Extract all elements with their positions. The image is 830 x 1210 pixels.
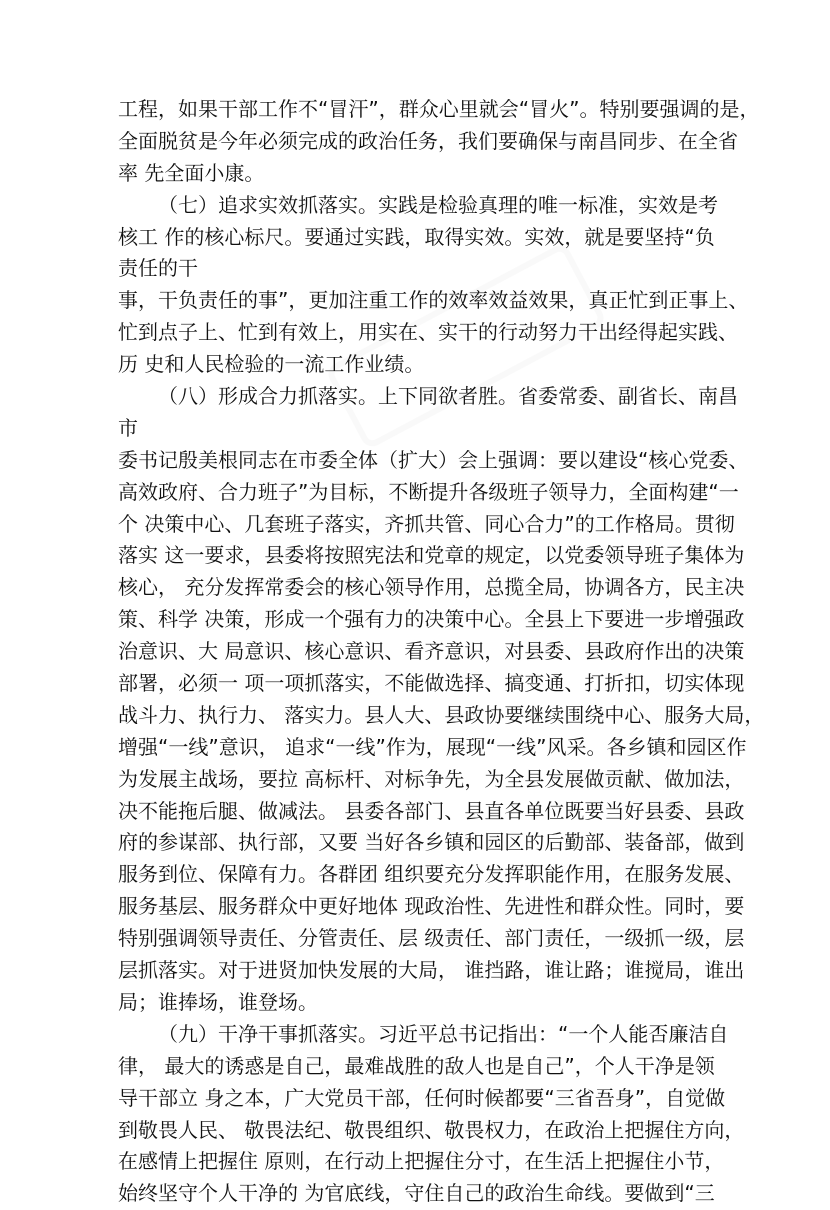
text-line: 增强“一线”意识， 追求“一线”作为，展现“一线”风采。各乡镇和园区作 (118, 734, 747, 759)
text-line: 个 决策中心、几套班子落实，齐抓共管、同心合力”的工作格局。贯彻 (118, 511, 735, 536)
text-line: 责任的干 (118, 256, 198, 281)
text-line: 高效政府、合力班子”为目标，不断提升各级班子领导力，全面构建“一 (118, 479, 739, 504)
text-line: 落实 这一要求，县委将按照宪法和党章的规定，以党委领导班子集体为 (118, 543, 745, 568)
text-line: 决不能拖后腿、做减法。 县委各部门、县直各单位既要当好县委、县政 (118, 798, 745, 823)
text-line: 特别强调领导责任、分管责任、层 级责任、部门责任，一级抓一级，层 (118, 926, 745, 951)
text-line: 导干部立 身之本，广大党员干部，任何时候都要“三省吾身”，自觉做 (118, 1085, 726, 1110)
text-line: 市 (118, 415, 138, 440)
text-line: 服务基层、服务群众中更好地体 现政治性、先进性和群众性。同时，要 (118, 894, 745, 919)
text-line: 委书记殷美根同志在市委全体（扩大）会上强调：要以建设“核心党委、 (118, 447, 749, 472)
text-line: 历 史和人民检验的一流工作业绩。 (118, 352, 425, 377)
text-line: 为发展主战场，要拉 高标杆、对标争先，为全县发展做贡献、做加法， (118, 766, 745, 791)
text-line: 核心， 充分发挥常委会的核心领导作用，总揽全局，协调各方，民主决 (118, 575, 745, 600)
text-line: 部署，必须一 项一项抓落实，不能做选择、搞变通、打折扣，切实体现 (118, 671, 745, 696)
text-line: （八）形成合力抓落实。上下同欲者胜。省委常委、副省长、南昌 (158, 384, 738, 409)
text-line: 事，干负责任的事”，更加注重工作的效率效益效果，真正忙到正事上、 (118, 288, 749, 313)
text-line: 到敬畏人民、 敬畏法纪、敬畏组织、敬畏权力，在政治上把握住方向， (118, 1117, 745, 1142)
text-line: 率 先全面小康。 (118, 160, 265, 185)
text-line: 始终坚守个人干净的 为官底线，守住自己的政治生命线。要做到“三 (118, 1181, 715, 1206)
text-line: 全面脱贫是今年必须完成的政治任务，我们要确保与南昌同步、在全省 (118, 128, 738, 153)
text-line: 在感情上把握住 原则，在行动上把握住分寸，在生活上把握住小节， (118, 1149, 725, 1174)
text-line: 层抓落实。对于进贤加快发展的大局， 谁挡路，谁让路；谁搅局，谁出 (118, 958, 745, 983)
text-line: 局；谁捧场，谁登场。 (118, 989, 318, 1014)
text-line: 忙到点子上、忙到有效上，用实在、实干的行动努力干出经得起实践、 (118, 320, 738, 345)
text-line: 工程，如果干部工作不“冒汗”，群众心里就会“冒火”。特别要强调的是， (118, 97, 760, 121)
body-text (118, 94, 765, 1210)
text-line: 策、科学 决策，形成一个强有力的决策中心。全县上下要进一步增强政 (118, 607, 745, 632)
text-line: 治意识、大 局意识、核心意识、看齐意识，对县委、县政府作出的决策 (118, 639, 745, 664)
text-line: 律， 最大的诱惑是自己，最难战胜的敌人也是自己”，个人干净是领 (118, 1053, 715, 1078)
text-line: （九）干净干事抓落实。习近平总书记指出：“一个人能否廉洁自 (158, 1021, 729, 1046)
text-line: 核工 作的核心标尺。要通过实践，取得实效。实效，就是要坚持“负 (118, 224, 715, 249)
text-line: （七）追求实效抓落实。实践是检验真理的唯一标准，实效是考 (158, 192, 718, 217)
text-line: 府的参谋部、执行部，又要 当好各乡镇和园区的后勤部、装备部，做到 (118, 830, 745, 855)
text-line: 服务到位、保障有力。各群团 组织要充分发挥职能作用，在服务发展、 (118, 862, 745, 887)
text-line: 战斗力、执行力、 落实力。县人大、县政协要继续围绕中心、服务大局， (118, 702, 765, 727)
